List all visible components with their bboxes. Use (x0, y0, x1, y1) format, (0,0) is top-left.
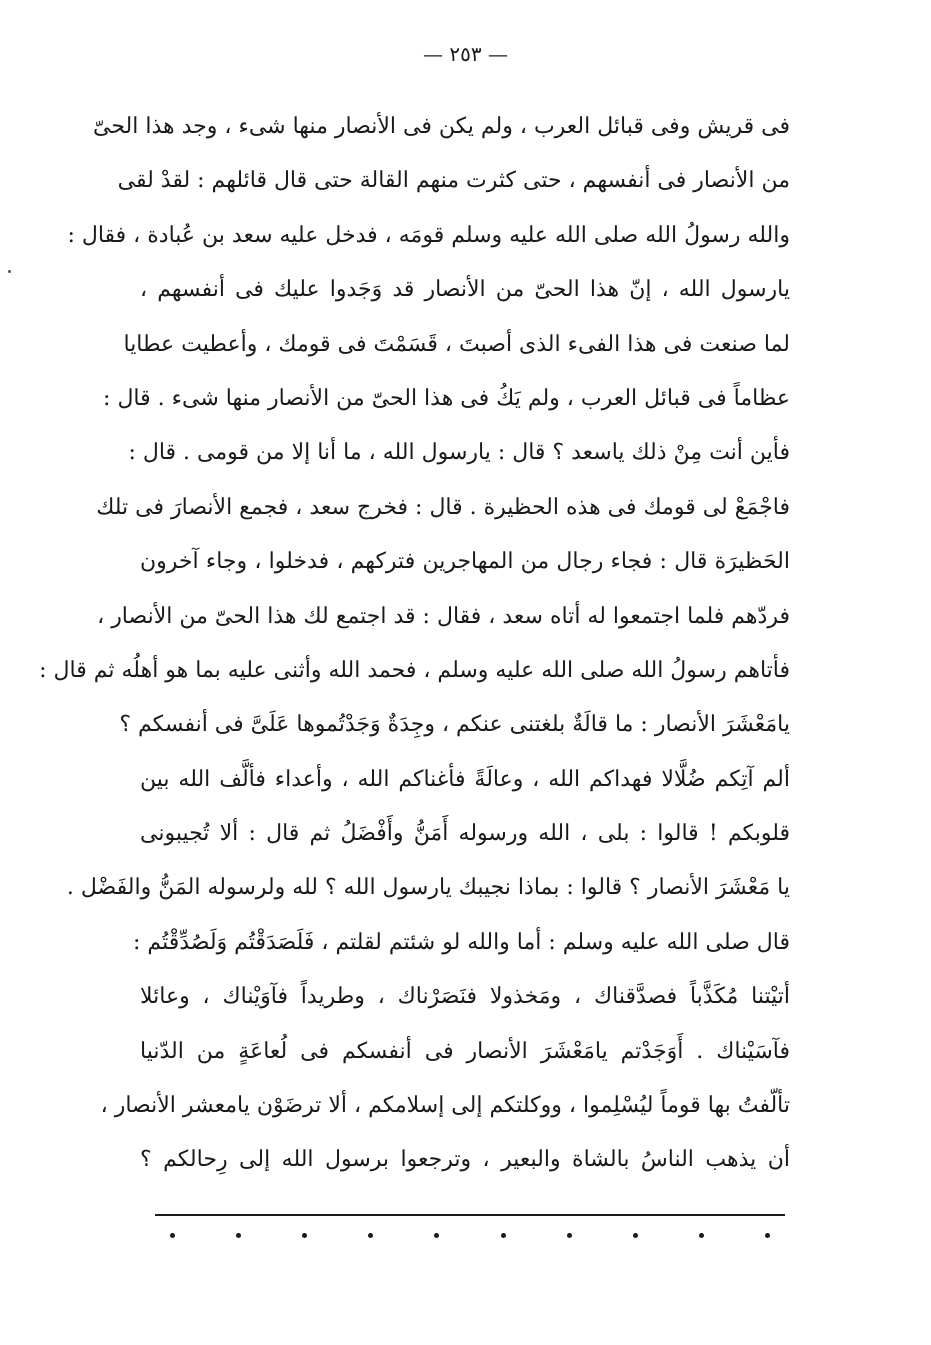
text-line: أن يذهب الناسُ بالشاة والبعير ، وترجعوا برسول الله إلى رِحالكم ؟ (140, 1147, 790, 1173)
text-line: أتيْتنا مُكَذَّباً فصدَّقناك ، ومَخذولا فنَصَرْناك ، وطريداً فآوَيْناك ، وعائلا (140, 984, 790, 1010)
text-line: فأين أنت مِنْ ذلك ياسعد ؟ قال : يارسول الله ، ما أنا إلا من قومى . قال : (128, 440, 790, 466)
text-line: فردّهم فلما اجتمعوا له أتاه سعد ، فقال : قد اجتمع لك هذا الحىّ من الأنصار ، (97, 603, 790, 629)
footer-dot (368, 1233, 373, 1238)
footer-dot (567, 1233, 572, 1238)
text-line: فاجْمَعْ لى قومك فى هذه الحظيرة . قال : فخرج سعد ، فجمع الأنصارَ فى تلك (96, 494, 790, 520)
text-line: عظاماً فى قبائل العرب ، ولم يَكُ فى هذا الحىّ من الأنصار منها شىء . قال : (103, 385, 790, 411)
text-line: فأتاهم رسولُ الله صلى الله عليه وسلم ، فحمد الله وأثنى عليه بما هو أهلُه ثم قال : (39, 657, 790, 683)
footer-dots (170, 1233, 770, 1238)
footer-dot (501, 1233, 506, 1238)
footer-dot (633, 1233, 638, 1238)
stray-ink-mark (8, 270, 11, 273)
text-line: يامَعْشَرَ الأنصار : ما قالَةٌ بلغتنى عنكم ، وجِدَةٌ وَجَدْتُموها عَلَىَّ فى أنفسكم ؟ (119, 712, 790, 738)
footer-dot (236, 1233, 241, 1238)
text-line: قلوبكم ! قالوا : بلى ، الله ورسوله أَمَنُّ وأَفْضَلُ ثم قال : ألا تُجيبونى (140, 821, 790, 847)
footer-dot (302, 1233, 307, 1238)
footer-dot (170, 1233, 175, 1238)
text-line: يا مَعْشَرَ الأنصار ؟ قالوا : بماذا نجيبك يارسول الله ؟ لله ولرسوله المَنُّ والفَضْل . (66, 875, 790, 901)
text-line: لما صنعت فى هذا الفىء الذى أصبتَ ، قَسَمْتَ فى قومك ، وأعطيت عطايا (123, 331, 790, 357)
text-line: الحَظيرَة قال : فجاء رجال من المهاجرين فتركهم ، فدخلوا ، وجاء آخرون (140, 549, 790, 575)
footer-rule (155, 1214, 785, 1216)
text-line: تألّفتُ بها قوماً ليُسْلِموا ، ووكلتكم إلى إسلامكم ، ألا ترضَوْن يامعشر الأنصار ، (100, 1093, 790, 1119)
footer-dot (699, 1233, 704, 1238)
page-number: — ٢٥٣ — (423, 42, 508, 66)
text-line: يارسول الله ، إنّ هذا الحىّ من الأنصار قد وَجَدوا عليك فى أنفسهم ، (140, 277, 790, 303)
text-line: والله رسولُ الله صلى الله عليه وسلم قومَه ، فدخل عليه سعد بن عُبادة ، فقال : (67, 222, 790, 248)
text-line: من الأنصار فى أنفسهم ، حتى كثرت منهم القالة حتى قال قائلهم : لقدْ لقى (117, 168, 790, 194)
body-text (39, 100, 790, 1188)
text-line: قال صلى الله عليه وسلم : أما والله لو شئتم لقلتم ، فَلَصَدَقْتُم وَلَصُدِّقْتُم : (133, 929, 790, 955)
footer-dot (434, 1233, 439, 1238)
text-line: ألم آتِكم ضُلَّالا فهداكم الله ، وعالَةً فأغناكم الله ، وأعداء فألَّف الله بين (140, 766, 790, 792)
text-line: فآسَيْناك . أَوَجَدْتم يامَعْشَرَ الأنصار فى أنفسكم فى لُعاعَةٍ من الدّنيا (140, 1038, 790, 1064)
footer-dot (765, 1233, 770, 1238)
text-line: فى قريش وفى قبائل العرب ، ولم يكن فى الأنصار منها شىء ، وجد هذا الحىّ (93, 114, 790, 139)
